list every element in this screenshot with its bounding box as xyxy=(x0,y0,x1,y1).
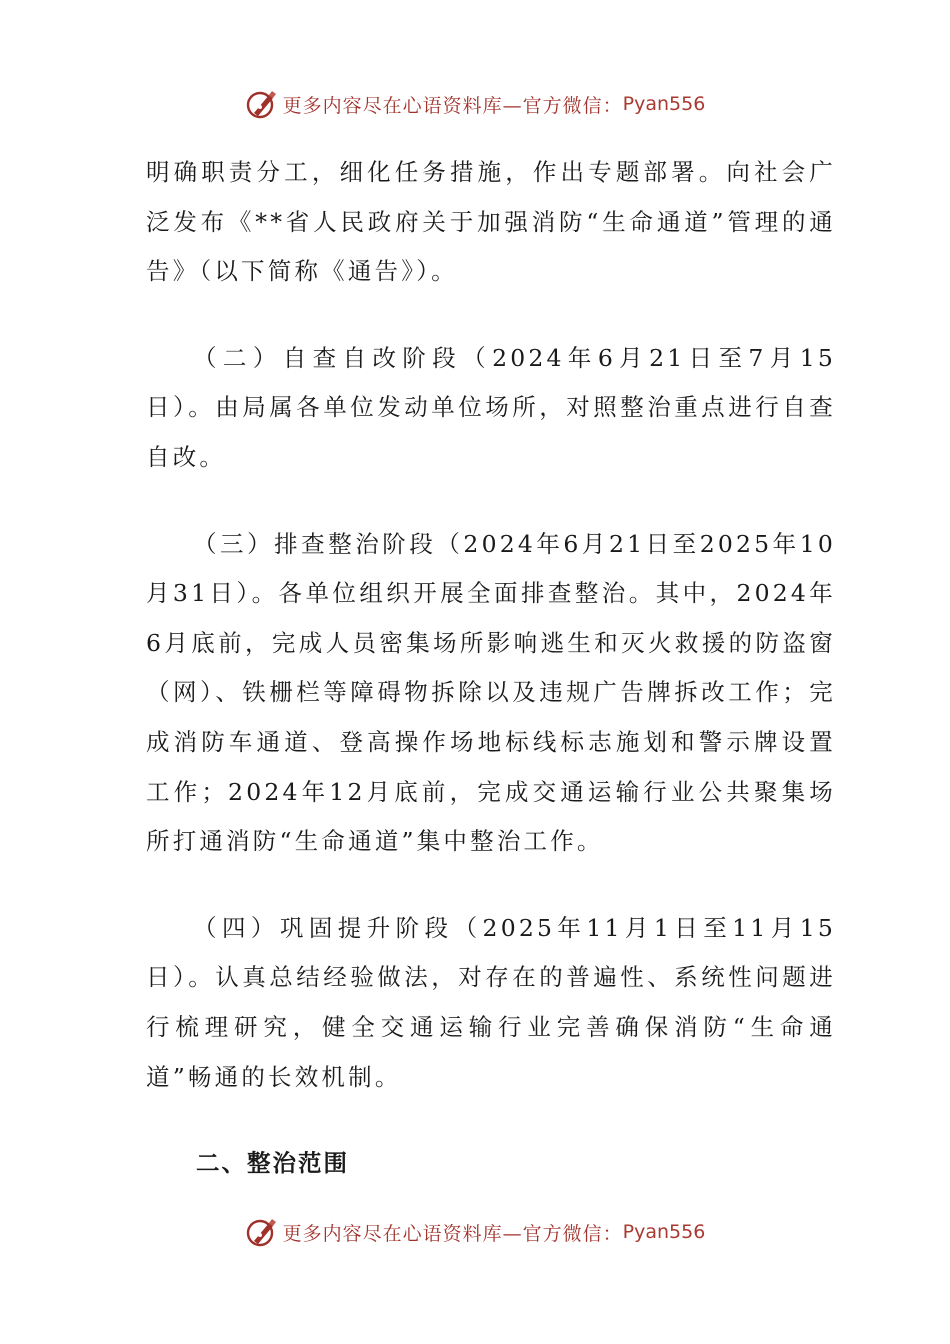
paragraph-stage-four: （四）巩固提升阶段（2025年11月1日至11月15日）。认真总结经验做法，对存在的普遍性、系统性问题进行梳理研究，健全交通运输行业完善确保消防“生命通道”畅通的长效机制。 xyxy=(146,913,836,1091)
watermark-text: 更多内容尽在心语资料库—官方微信： xyxy=(282,94,623,117)
pen-nib-logo-icon xyxy=(245,1215,279,1249)
paragraph-continuation: 明确职责分工，细化任务措施，作出专题部署。向社会广泛发布《**省人民政府关于加强消防“生命通道”管理的通告》（以下简称《通告》）。 xyxy=(146,158,836,286)
watermark-brand: Pyan556 xyxy=(622,1221,706,1243)
watermark-brand: Pyan556 xyxy=(622,93,706,115)
paragraph-stage-three: （三）排查整治阶段（2024年6月21日至2025年10月31日）。各单位组织开展全面排查整治。其中，2024年6月底前，完成人员密集场所影响逃生和灭火救援的防盗窗（网）、铁栅栏等障碍物拆除以及违规广告牌拆改工作；完成消防车通道、登高操作场地标线标志施划和警示牌设置工作；2024年12月底前，完成交通运输行业公共聚集场所打通消防“生命通道”集中整治工作。 xyxy=(146,529,836,856)
watermark-text: 更多内容尽在心语资料库—官方微信： xyxy=(282,1222,623,1245)
pen-nib-logo-icon xyxy=(245,87,279,121)
section-heading: 二、整治范围 xyxy=(196,1149,349,1178)
footer-watermark xyxy=(0,1212,950,1252)
document-body xyxy=(146,148,836,1189)
header-watermark xyxy=(0,84,950,124)
paragraph-stage-two: （二）自查自改阶段（2024年6月21日至7月15日）。由局属各单位发动单位场所，对照整治重点进行自查自改。 xyxy=(146,343,836,471)
